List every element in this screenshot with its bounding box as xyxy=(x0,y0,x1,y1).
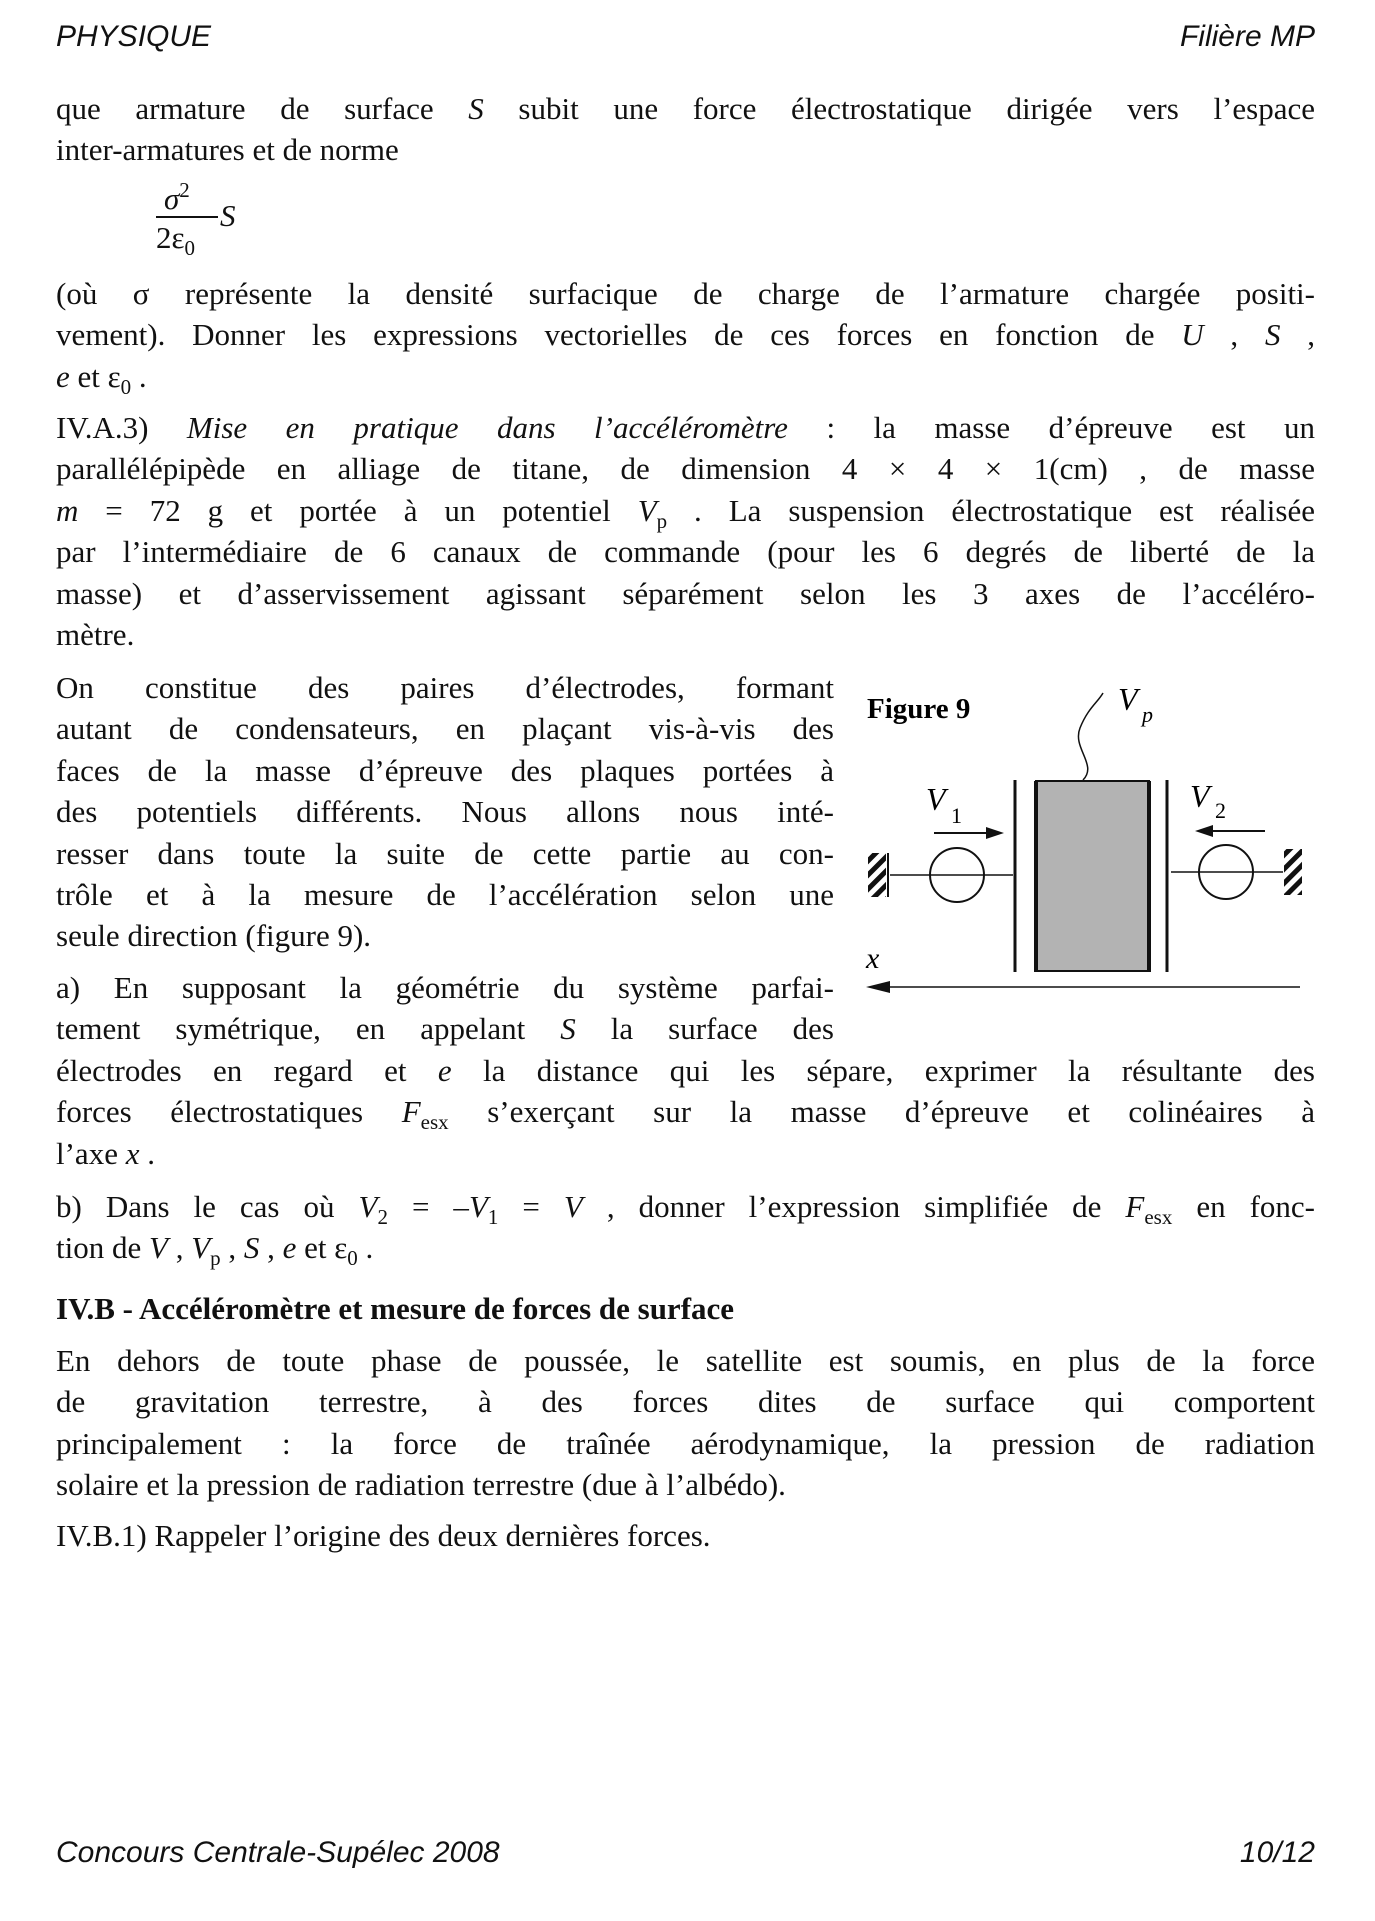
math-symbol: S xyxy=(468,91,484,126)
text-run: On constitue des paires d’électrodes, formant xyxy=(56,670,834,705)
v2-label: V xyxy=(1190,778,1210,814)
text-run: tion de xyxy=(56,1230,149,1266)
fraction-factor: S xyxy=(220,198,236,233)
text-run: masse) et d’asservissement agissant séparément selon les 3 axes de l’accéléro- xyxy=(56,575,1315,611)
text-run: . xyxy=(131,358,147,394)
text-run: IV.B.1) Rappeler l’origine des deux dernières forces. xyxy=(56,1518,711,1553)
text-run: vement). Donner les expressions vectorielles de ces forces en fonction de xyxy=(56,317,1182,353)
text-run: parallélépipède en alliage de titane, de dimension 4 × 4 × 1(cm) , de masse xyxy=(56,451,1315,487)
text-run: b) Dans le cas où xyxy=(56,1189,359,1224)
text-run: de gravitation terrestre, à des forces dites de surface qui comportent xyxy=(56,1384,1315,1420)
math-symbol: e xyxy=(56,358,70,394)
text-run: principalement : la force de traînée aérodynamique, la pression de radiation xyxy=(56,1425,1315,1461)
text-run: . La suspension électrostatique est réalisée xyxy=(667,492,1315,528)
figure-title: Figure 9 xyxy=(867,693,971,725)
text-run: , xyxy=(259,1230,283,1266)
text-run: électrodes en regard et xyxy=(56,1053,438,1088)
text-run: des potentiels différents. Nous allons nous inté- xyxy=(56,794,834,830)
text-run: mètre. xyxy=(56,616,135,652)
math-symbol: V xyxy=(637,492,657,528)
vp-label: V xyxy=(1118,681,1138,717)
text-run: forces électrostatiques xyxy=(56,1094,402,1130)
text-run: s’exerçant sur la masse d’épreuve et colinéaires à xyxy=(448,1094,1315,1130)
text-run: = xyxy=(498,1189,564,1224)
subscript: p xyxy=(210,1246,221,1271)
subscript: p xyxy=(656,508,668,533)
text-run: . xyxy=(139,1135,155,1171)
text-run: En dehors de toute phase de poussée, le satellite est soumis, en plus de la force xyxy=(56,1343,1315,1378)
text-run: a) En supposant la géométrie du système parfai- xyxy=(56,970,834,1005)
subscript: 0 xyxy=(120,374,132,399)
left-wall-hatch xyxy=(868,853,886,897)
math-symbol: m xyxy=(56,492,79,528)
vp-sub: p xyxy=(1142,702,1153,727)
x-axis-label: x xyxy=(866,942,880,975)
text-run: (où σ représente la densité surfacique de charge de l’armature chargée positi- xyxy=(56,276,1315,311)
text-run: tement symétrique, en appelant xyxy=(56,1011,561,1047)
math-symbol: U xyxy=(1181,317,1204,353)
math-symbol: V xyxy=(191,1230,211,1266)
math-symbol: e xyxy=(282,1230,297,1266)
math-symbol: e xyxy=(437,1053,452,1088)
text-run: solaire et la pression de radiation terrestre (due à l’albédo). xyxy=(56,1467,786,1503)
sigma: σ xyxy=(164,181,180,216)
denominator-sub: 0 xyxy=(184,236,196,260)
subscript: 0 xyxy=(347,1246,358,1271)
text-run: trôle et à la mesure de l’accélération selon une xyxy=(56,876,834,912)
text-run: que armature de surface xyxy=(56,91,469,126)
v1-sub: 1 xyxy=(951,803,962,828)
text-run: , xyxy=(220,1230,244,1266)
math-symbol: Mise en pratique dans l’accéléromètre xyxy=(186,410,788,445)
text-run: . xyxy=(357,1230,374,1266)
v2-sub: 2 xyxy=(1215,798,1226,823)
footer-page-number: 10/12 xyxy=(1239,1836,1315,1869)
text-run: , donner l’expression simplifiée de xyxy=(582,1189,1126,1224)
denominator-text: 2ε xyxy=(156,220,185,255)
math-symbol: V xyxy=(149,1230,168,1266)
math-symbol: F xyxy=(401,1094,421,1130)
text-run: seule direction (figure 9). xyxy=(56,918,372,954)
math-symbol: S xyxy=(560,1011,576,1047)
subscript: esx xyxy=(420,1110,449,1135)
v1-arrowhead-icon xyxy=(986,827,1004,839)
footer-contest: Concours Centrale-Supélec 2008 xyxy=(56,1836,500,1869)
v1-label: V xyxy=(926,781,946,817)
text-run: = 72 g et portée à un potentiel xyxy=(78,492,638,528)
text-run: , xyxy=(1203,317,1265,353)
math-symbol: V xyxy=(468,1189,488,1224)
section-heading-ivb: IV.B - Accéléromètre et mesure de forces de surface xyxy=(56,1291,735,1326)
text-run: et ε xyxy=(296,1230,348,1266)
text-run: faces de la masse d’épreuve des plaques portées à xyxy=(56,752,834,788)
text-run: en fonc- xyxy=(1172,1189,1316,1224)
right-wall-hatch xyxy=(1284,849,1302,895)
text-run: IV.A.3) xyxy=(56,410,187,445)
text-run: = – xyxy=(387,1189,469,1224)
text-run: par l’intermédiaire de 6 canaux de commande (pour les 6 degrés de liberté de la xyxy=(56,534,1315,570)
header-track: Filière MP xyxy=(1179,20,1315,53)
header-subject: PHYSIQUE xyxy=(56,20,212,53)
text-run: resser dans toute la suite de cette partie au con- xyxy=(56,835,834,871)
text-run: subit une force électrostatique dirigée vers l’espace xyxy=(483,91,1315,126)
text-run: la surface des xyxy=(575,1011,834,1047)
text-run: et ε xyxy=(69,358,121,394)
subscript: 1 xyxy=(487,1205,499,1229)
math-symbol: S xyxy=(243,1230,260,1266)
math-symbol: S xyxy=(1264,317,1281,353)
v2-arrowhead-icon xyxy=(1195,825,1213,837)
text-run: l’axe xyxy=(56,1135,126,1171)
x-axis-arrowhead-icon xyxy=(866,981,890,993)
text-run: : la masse d’épreuve est un xyxy=(787,410,1315,445)
math-symbol: V xyxy=(358,1189,378,1224)
potential-wire xyxy=(1078,693,1103,780)
math-symbol: V xyxy=(563,1189,583,1224)
text-run: la distance qui les sépare, exprimer la résultante des xyxy=(451,1053,1315,1088)
math-symbol: F xyxy=(1125,1189,1145,1224)
text-run: , xyxy=(1280,317,1316,353)
text-run: autant de condensateurs, en plaçant vis-à-vis des xyxy=(56,711,834,747)
text-run: , xyxy=(167,1230,192,1266)
subscript: 2 xyxy=(377,1205,388,1229)
proof-mass xyxy=(1036,781,1149,971)
exponent: 2 xyxy=(179,178,190,202)
subscript: esx xyxy=(1144,1205,1173,1229)
text-run: inter-armatures et de norme xyxy=(56,132,399,168)
math-symbol: x xyxy=(125,1135,140,1171)
